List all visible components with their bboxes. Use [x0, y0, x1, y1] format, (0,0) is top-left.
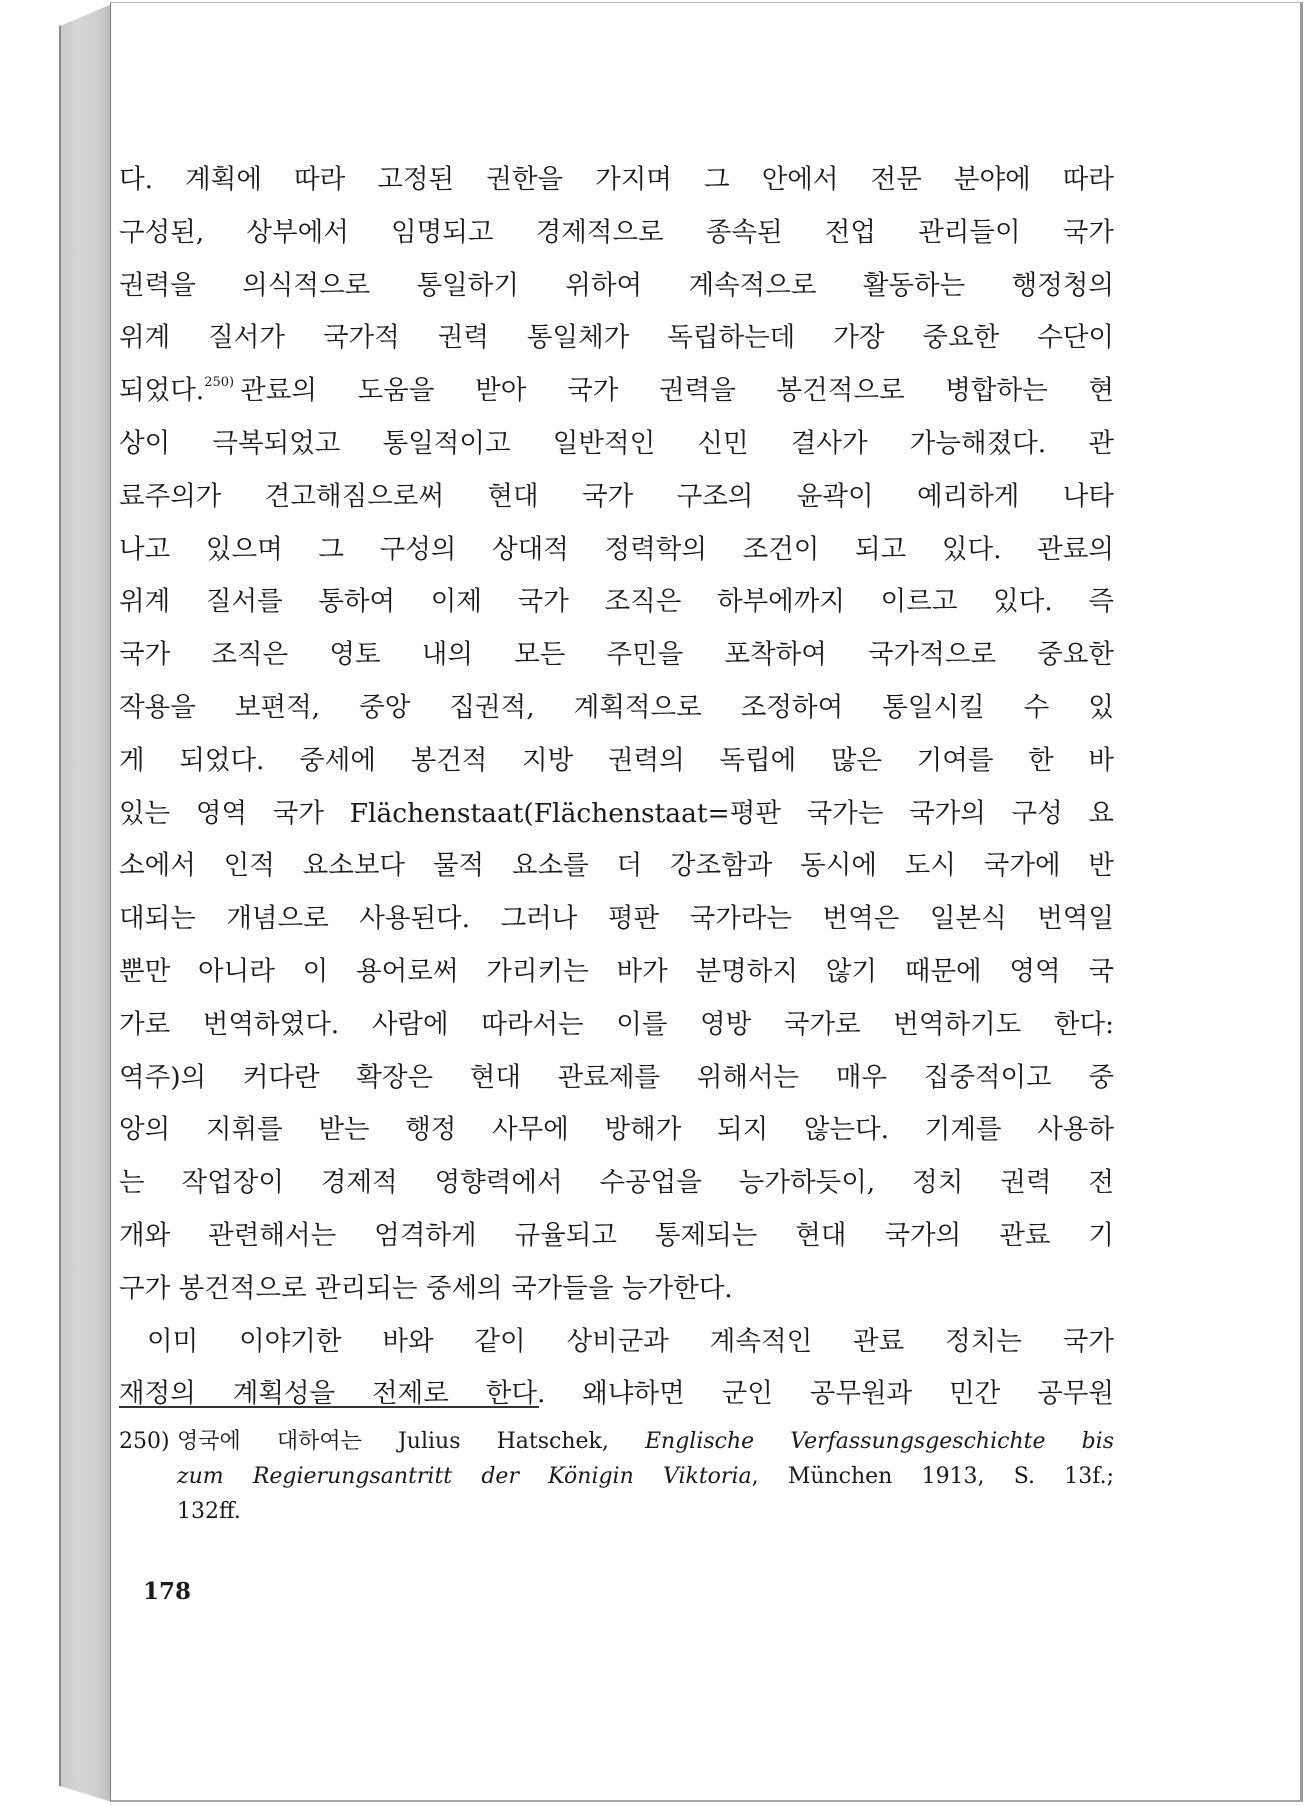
text-line-rest: 관료의 도움을 받아 국가 권력을 봉건적으로 병합하는 현: [240, 375, 1114, 407]
text-line: [119, 365, 1114, 418]
footnote-title: Englische Verfassungsgeschichte bis: [644, 1429, 1114, 1454]
footnote-body: [177, 1424, 1114, 1529]
footnote-line: [177, 1424, 1114, 1459]
text-line: 상이 극복되었고 통일적이고 일반적인 신민 결사가 가능해졌다. 관: [119, 427, 1114, 459]
text-line: 나고 있으며 그 구성의 상대적 정력학의 조건이 되고 있다. 관료의: [119, 533, 1114, 565]
text-line: 구가 봉건적으로 관리되는 중세의 국가들을 능가한다.: [119, 1272, 733, 1304]
text-line: 권력을 의식적으로 통일하기 위하여 계속적으로 활동하는 행정청의: [119, 269, 1114, 301]
text-line: 뿐만 아니라 이 용어로써 가리키는 바가 분명하지 않기 때문에 영역 국: [119, 955, 1114, 987]
text-line: 재정의 계획성을 전제로 한다. 왜냐하면 군인 공무원과 민간 공무원: [119, 1378, 1114, 1410]
footnote-line: [177, 1459, 1114, 1494]
text-line: 위계 질서가 국가적 권력 통일체가 독립하는데 가장 중요한 수단이: [119, 322, 1114, 354]
text-line: 작용을 보편적, 중앙 집권적, 계획적으로 조정하여 통일시킬 수 있: [119, 691, 1114, 723]
text-line: 구성된, 상부에서 임명되고 경제적으로 종속된 전업 관리들이 국가: [119, 216, 1114, 248]
text-line: 소에서 인적 요소보다 물적 요소를 더 강조함과 동시에 도시 국가에 반: [119, 850, 1114, 882]
footnote-reference: 250): [204, 375, 235, 391]
text-line: 앙의 지휘를 받는 행정 사무에 방해가 되지 않는다. 기계를 사용하: [119, 1114, 1114, 1146]
footnote-title: zum Regierungsantritt der Königin Viktoria: [177, 1464, 752, 1489]
text-line: 게 되었다. 중세에 봉건적 지방 권력의 독립에 많은 기여를 한 바: [119, 744, 1114, 776]
text-line: 가로 번역하였다. 사람에 따라서는 이를 영방 국가로 번역하기도 한다:: [119, 1008, 1114, 1040]
text-line: 는 작업장이 경제적 영향력에서 수공업을 능가하듯이, 정치 권력 전: [119, 1167, 1114, 1199]
footnote-number: 250): [119, 1429, 170, 1454]
text-line: 개와 관련해서는 엄격하게 규율되고 통제되는 현대 국가의 관료 기: [119, 1219, 1114, 1251]
text-line: 료주의가 견고해짐으로써 현대 국가 구조의 윤곽이 예리하게 나타: [119, 480, 1114, 512]
body-text: [119, 154, 1114, 1421]
text-line: 역주)의 커다란 확장은 현대 관료제를 위해서는 매우 집중적이고 중: [119, 1061, 1114, 1093]
footnote-text: , München 1913, S. 13f.;: [751, 1464, 1115, 1489]
text-line: 이미 이야기한 바와 같이 상비군과 계속적인 관료 정치는 국가: [147, 1325, 1114, 1357]
footnote-rule: [119, 1406, 539, 1408]
text-line: 국가 조직은 영토 내의 모든 주민을 포착하여 국가적으로 중요한: [119, 639, 1114, 671]
text-line: 대되는 개념으로 사용된다. 그러나 평판 국가라는 번역은 일본식 번역일: [119, 903, 1114, 935]
book-spine-edge: [59, 4, 113, 1802]
footnote-text: 영국에 대하여는 Julius Hatschek,: [177, 1429, 645, 1454]
footnote: [119, 1424, 1114, 1529]
footnote-line: 132ff.: [177, 1499, 241, 1524]
text-line: 있는 영역 국가 Flächenstaat(Flächenstaat=평판 국가는 국가의 구성 요: [119, 797, 1114, 829]
text-line: 다. 계획에 따라 고정된 권한을 가지며 그 안에서 전문 분야에 따라: [119, 164, 1114, 195]
text-line-prefix: 되었다.: [119, 375, 205, 407]
page-number: 178: [143, 1578, 192, 1605]
text-line: 위계 질서를 통하여 이제 국가 조직은 하부에까지 이르고 있다. 즉: [119, 586, 1114, 618]
